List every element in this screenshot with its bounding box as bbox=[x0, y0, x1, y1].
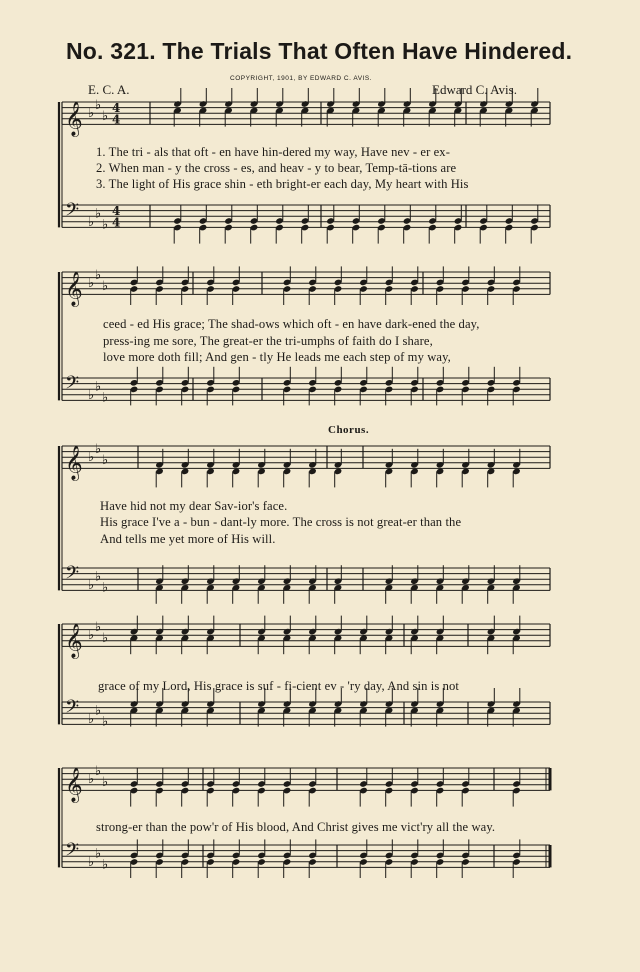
bass-staff bbox=[62, 367, 550, 406]
flat-icon: ♭ bbox=[88, 711, 95, 727]
flat-icon: ♭ bbox=[88, 106, 95, 122]
flat-icon: ♭ bbox=[95, 97, 102, 113]
treble-clef-icon: 𝄞 bbox=[65, 767, 83, 803]
flat-icon: ♭ bbox=[102, 580, 109, 596]
time-signature: 4 bbox=[112, 204, 121, 219]
treble-clef-icon: 𝄞 bbox=[65, 623, 83, 659]
lyric-s4-line: grace of my Lord, His grace is suf - fi-cient ev - 'ry day, And sin is not bbox=[98, 679, 460, 693]
copyright-notice: COPYRIGHT, 1901, BY EDWARD C. AVIS. bbox=[230, 75, 372, 82]
note bbox=[487, 367, 496, 406]
flat-icon: ♭ bbox=[95, 441, 102, 457]
bass-staff bbox=[62, 688, 550, 730]
lyric-s1-verse2: 2. When man - y the cross - es, and heav - y to bear, Temp-tā-tions are bbox=[96, 161, 457, 175]
flat-icon: ♭ bbox=[88, 214, 95, 230]
treble-clef-icon: 𝄞 bbox=[65, 101, 83, 137]
lyric-s5-line: strong-er than the pow'r of His blood, And Christ gives me vict'ry all the way. bbox=[96, 820, 496, 834]
bass-staff bbox=[62, 200, 550, 243]
note bbox=[155, 367, 164, 406]
flat-icon: ♭ bbox=[102, 631, 109, 646]
flat-icon: ♭ bbox=[88, 577, 95, 593]
flat-icon: ♭ bbox=[102, 714, 109, 730]
treble-staff bbox=[62, 764, 550, 807]
flat-icon: ♭ bbox=[102, 109, 109, 124]
treble-staff bbox=[62, 616, 550, 660]
system-4 bbox=[59, 616, 550, 730]
lyric-s2-verse1: ceed - ed His grace; The shad-ows which oft - en have dark-ened the day, bbox=[103, 317, 480, 331]
flat-icon: ♭ bbox=[88, 387, 95, 403]
flat-icon: ♭ bbox=[88, 628, 95, 644]
flat-icon: ♭ bbox=[95, 763, 102, 779]
time-signature: 4 bbox=[112, 215, 121, 230]
lyric-s3-verse3: And tells me yet more of His will. bbox=[100, 532, 276, 546]
treble-staff bbox=[62, 442, 550, 488]
note bbox=[436, 367, 445, 406]
flat-icon: ♭ bbox=[88, 772, 95, 788]
note bbox=[385, 367, 394, 406]
treble-clef-icon: 𝄞 bbox=[65, 445, 83, 481]
note bbox=[359, 367, 368, 406]
note bbox=[181, 367, 190, 406]
bass-clef-icon: 𝄢 bbox=[65, 840, 80, 866]
lyric-s3-verse1: Have hid not my dear Sav-ior's face. bbox=[100, 499, 288, 513]
chorus-label: Chorus. bbox=[328, 424, 370, 436]
composer-credit: Edward C. Avis. bbox=[432, 82, 517, 97]
flat-icon: ♭ bbox=[95, 846, 102, 862]
treble-staff bbox=[62, 266, 550, 307]
note bbox=[512, 367, 521, 406]
note bbox=[283, 367, 292, 406]
bass-staff bbox=[62, 839, 550, 878]
treble-staff bbox=[62, 88, 550, 137]
bass-clef-icon: 𝄢 bbox=[65, 697, 80, 723]
bass-clef-icon: 𝄢 bbox=[65, 200, 80, 226]
note bbox=[410, 367, 419, 406]
note bbox=[206, 367, 215, 406]
flat-icon: ♭ bbox=[102, 453, 109, 468]
bass-clef-icon: 𝄢 bbox=[65, 373, 80, 399]
time-signature: 4 bbox=[112, 112, 121, 127]
treble-clef-icon: 𝄞 bbox=[65, 271, 83, 307]
flat-icon: ♭ bbox=[102, 279, 109, 294]
note bbox=[130, 367, 139, 406]
note bbox=[232, 367, 241, 406]
flat-icon: ♭ bbox=[95, 379, 102, 395]
hymn-title: No. 321. The Trials That Often Have Hindered. bbox=[66, 38, 573, 64]
lyric-s2-verse2: press-ing me sore, The great-er the tri-umphs of faith do I share, bbox=[103, 334, 433, 348]
lyric-s1-verse3: 3. The light of His grace shin - eth bright-er each day, My heart with His bbox=[96, 177, 469, 191]
bass-staff bbox=[62, 563, 550, 604]
flat-icon: ♭ bbox=[102, 857, 109, 873]
bass-clef-icon: 𝄢 bbox=[65, 563, 80, 589]
lyricist-credit: E. C. A. bbox=[88, 82, 130, 97]
flat-icon: ♭ bbox=[102, 217, 109, 233]
lyric-s1-verse1: 1. The tri - als that oft - en have hin-dered my way, Have nev - er ex- bbox=[96, 145, 450, 159]
note bbox=[308, 367, 317, 406]
lyric-s3-verse2: His grace I've a - bun - dant-ly more. The cross is not great-er than the bbox=[100, 515, 462, 529]
flat-icon: ♭ bbox=[95, 619, 102, 635]
flat-icon: ♭ bbox=[95, 703, 102, 719]
flat-icon: ♭ bbox=[95, 206, 102, 222]
time-signature: 4 bbox=[112, 101, 121, 116]
flat-icon: ♭ bbox=[88, 450, 95, 466]
flat-icon: ♭ bbox=[102, 390, 109, 406]
flat-icon: ♭ bbox=[102, 775, 109, 790]
flat-icon: ♭ bbox=[88, 276, 95, 292]
flat-icon: ♭ bbox=[95, 267, 102, 283]
flat-icon: ♭ bbox=[95, 569, 102, 585]
lyric-s2-verse3: love more doth fill; And gen - tly He leads me each step of my way, bbox=[103, 350, 451, 364]
flat-icon: ♭ bbox=[88, 854, 95, 870]
note bbox=[334, 367, 343, 406]
note bbox=[461, 367, 470, 406]
